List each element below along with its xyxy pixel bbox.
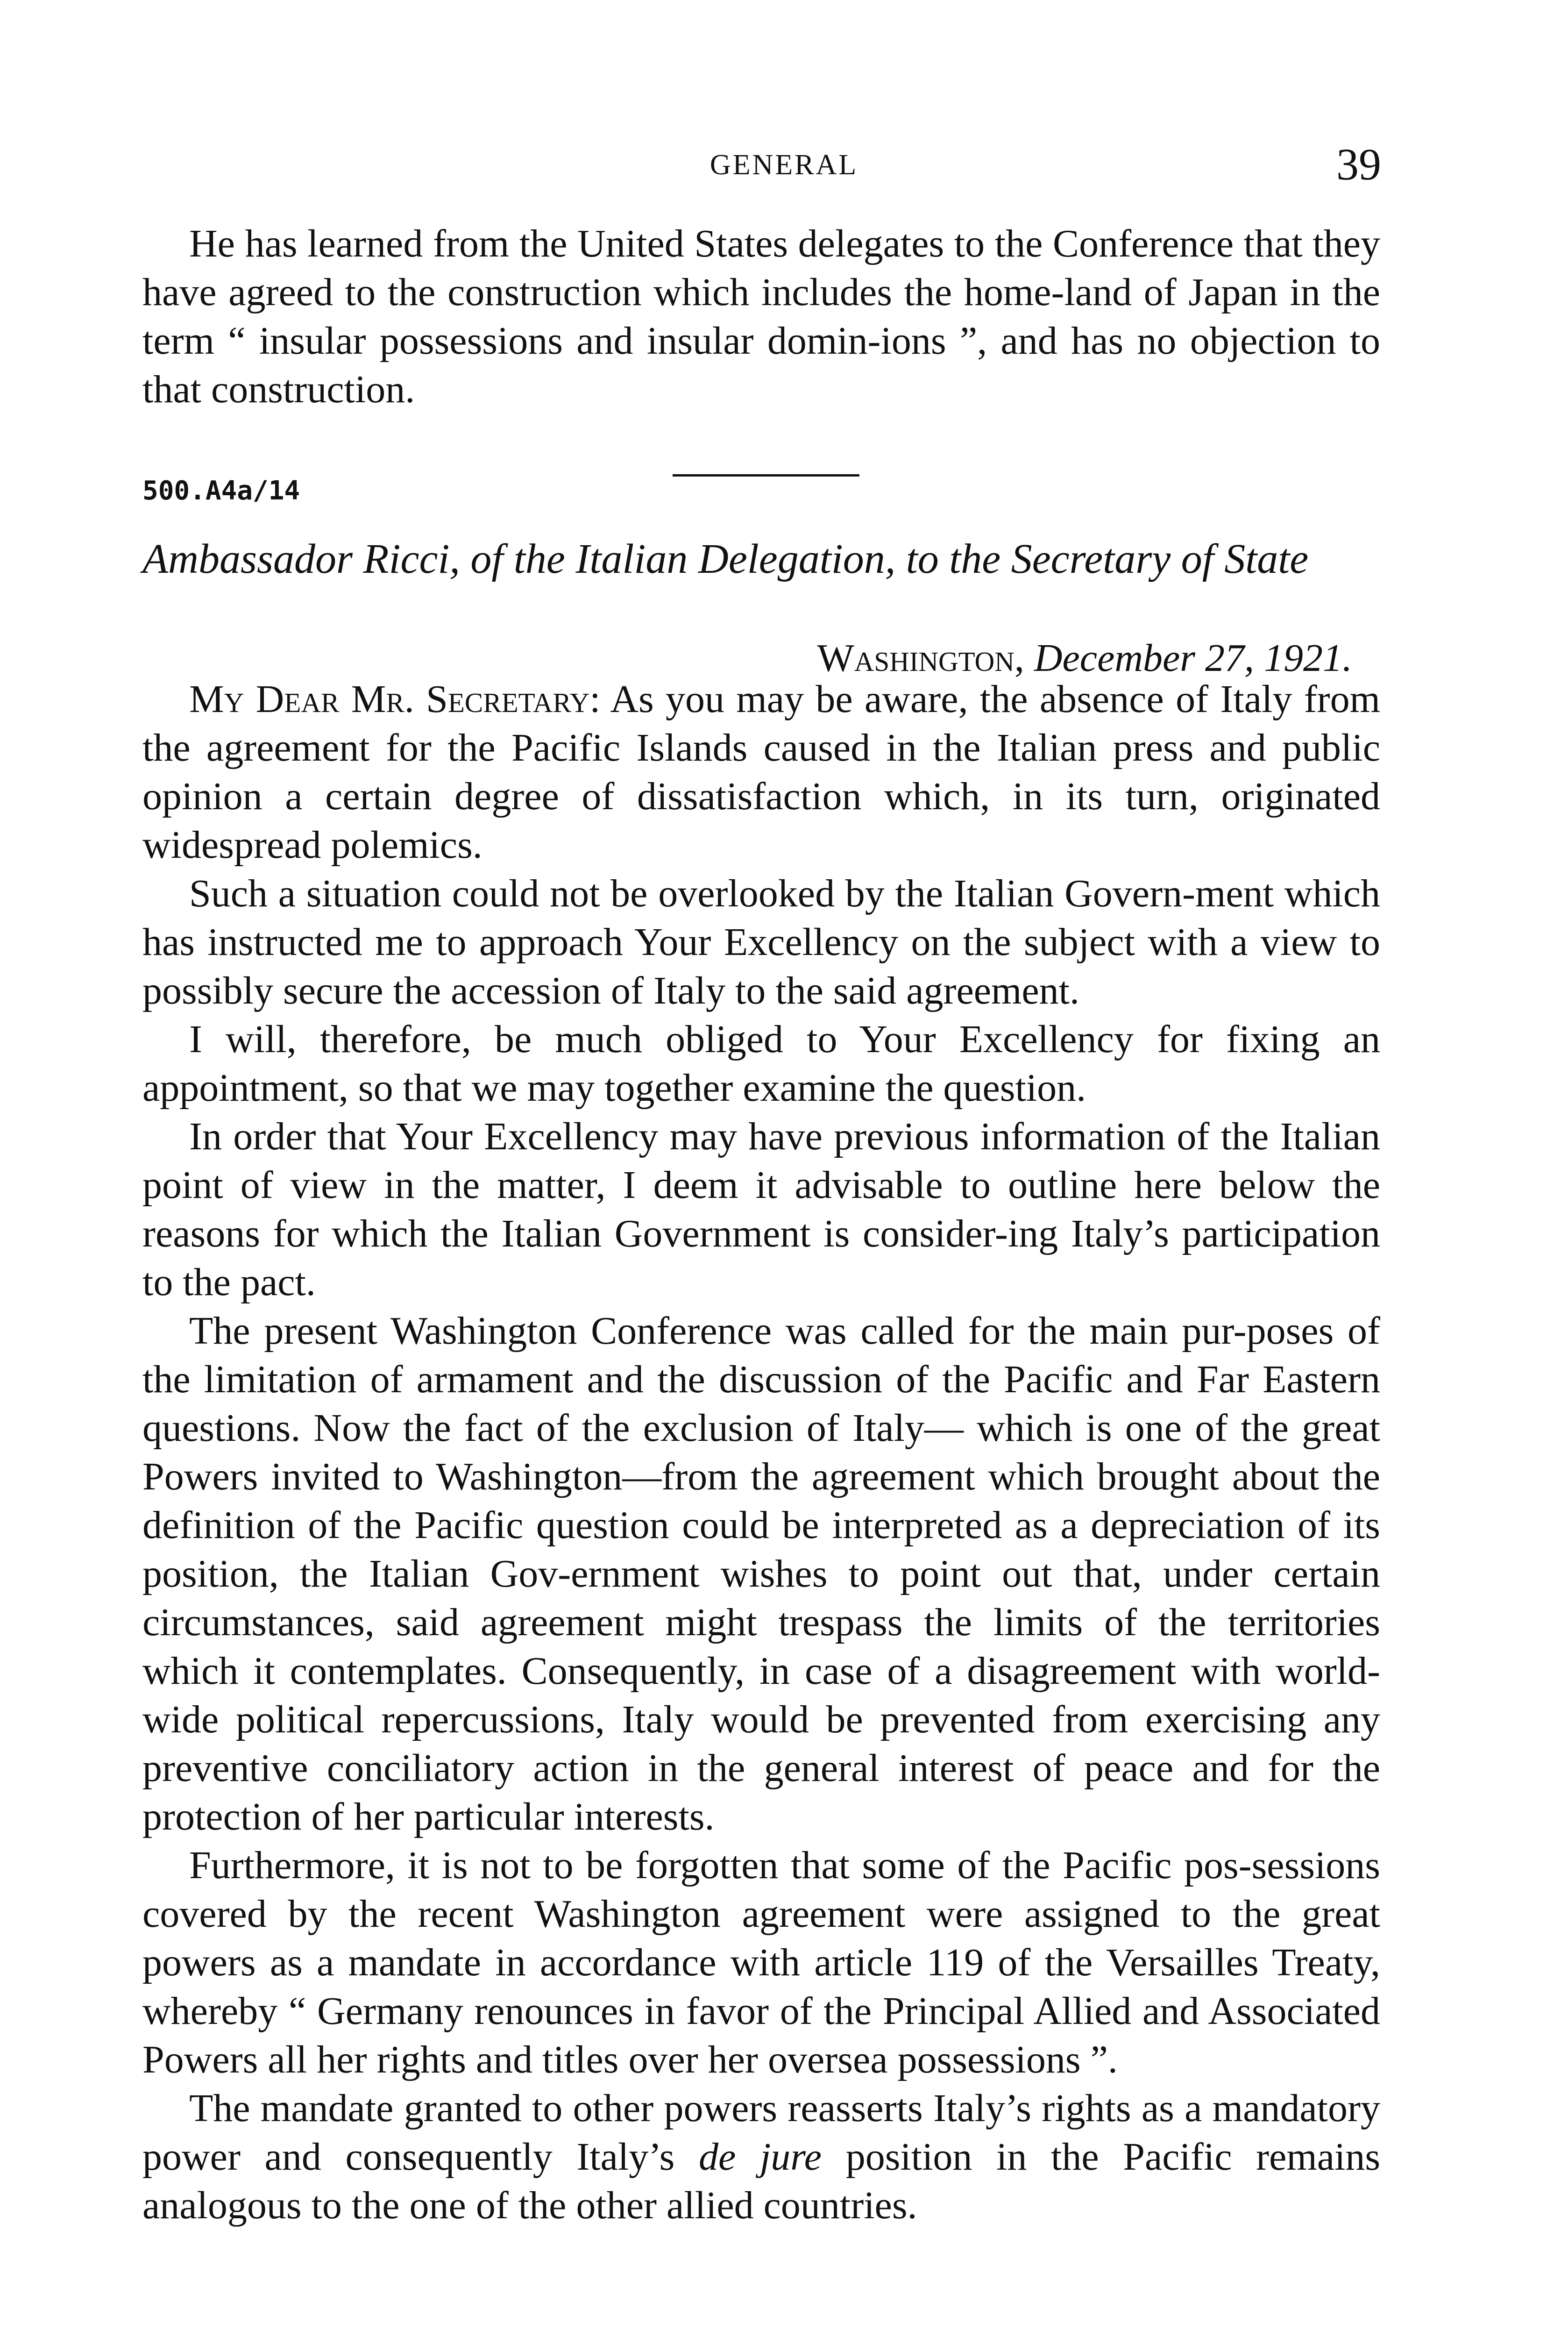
section-divider	[673, 474, 859, 477]
final-text-before: The mandate granted to other powers reasserts Italy’s rights as a mandatory power and consequently Italy’s	[142, 2087, 1380, 2179]
file-number: 500.A4a/14	[142, 476, 300, 506]
dateline-place: Washington,	[817, 636, 1024, 680]
opening-paragraph: He has learned from the United States delegates to the Conference that they have agreed to the construction which includes the home-land of Japan in the term “ insular possessions and insular domin-ions ”, and has no objection to that construction.	[142, 222, 1380, 411]
letter-paragraph: Such a situation could not be overlooked by the Italian Govern-ment which has instructed me to approach Your Excellency on the subject with a view to possibly secure the accession of Italy to the said agreement.	[142, 872, 1380, 1012]
opening-section	[142, 220, 1380, 414]
letter-paragraph	[142, 675, 1380, 869]
final-text-after: position in the Pacific remains analogous to the one of the other allied countries.	[142, 2135, 1381, 2227]
paragraph-text: As you may be aware, the absence of Italy from the agreement for the Pacific Islands caused in the Italian press and public opinion a certain degree of dissatisfaction which, in its turn, originated widespread polemics.	[142, 677, 1380, 867]
letter-paragraph: In order that Your Excellency may have previous information of the Italian point of view in the matter, I deem it advisable to outline here below the reasons for which the Italian Government is consider-ing Italy’s participation to the pact.	[142, 1115, 1380, 1304]
letter-paragraph: The present Washington Conference was called for the main pur-poses of the limitation of armament and the discussion of the Pacific and Far Eastern questions. Now the fact of the exclusion of Italy— which is one of the great Powers invited to Washington—from the agreement which brought about the definition of the Pacific question could be interpreted as a depreciation of its position, the Italian Gov-ernment wishes to point out that, under certain circumstances, said agreement might trespass the limits of the territories which it contemplates. Consequently, in case of a disagreement with world-wide political repercussions, Italy would be prevented from exercising any preventive conciliatory action in the general interest of peace and for the protection of her particular interests.	[142, 1309, 1380, 1838]
letter-paragraph: Furthermore, it is not to be forgotten that some of the Pacific pos-sessions covered by the recent Washington agreement were assigned to the great powers as a mandate in accordance with article 119 of the Versailles Treaty, whereby “ Germany renounces in favor of the Principal Allied and Associated Powers all her rights and titles over her oversea possessions ”.	[142, 1844, 1380, 2081]
dateline	[142, 635, 1380, 681]
salutation: My Dear Mr. Secretary:	[189, 677, 601, 721]
letter-paragraph-final	[142, 2084, 1380, 2230]
dateline-date: December 27, 1921.	[1034, 636, 1352, 680]
document-heading: Ambassador Ricci, of the Italian Delegation, to the Secretary of State	[142, 536, 1309, 582]
latin-phrase: de jure	[698, 2135, 822, 2179]
letter-paragraph: I will, therefore, be much obliged to Your Excellency for fixing an appointment, so that we may together examine the question.	[142, 1018, 1380, 1110]
letter-body	[142, 675, 1380, 2230]
page-number: 39	[1336, 139, 1381, 189]
running-title: GENERAL	[710, 149, 858, 181]
